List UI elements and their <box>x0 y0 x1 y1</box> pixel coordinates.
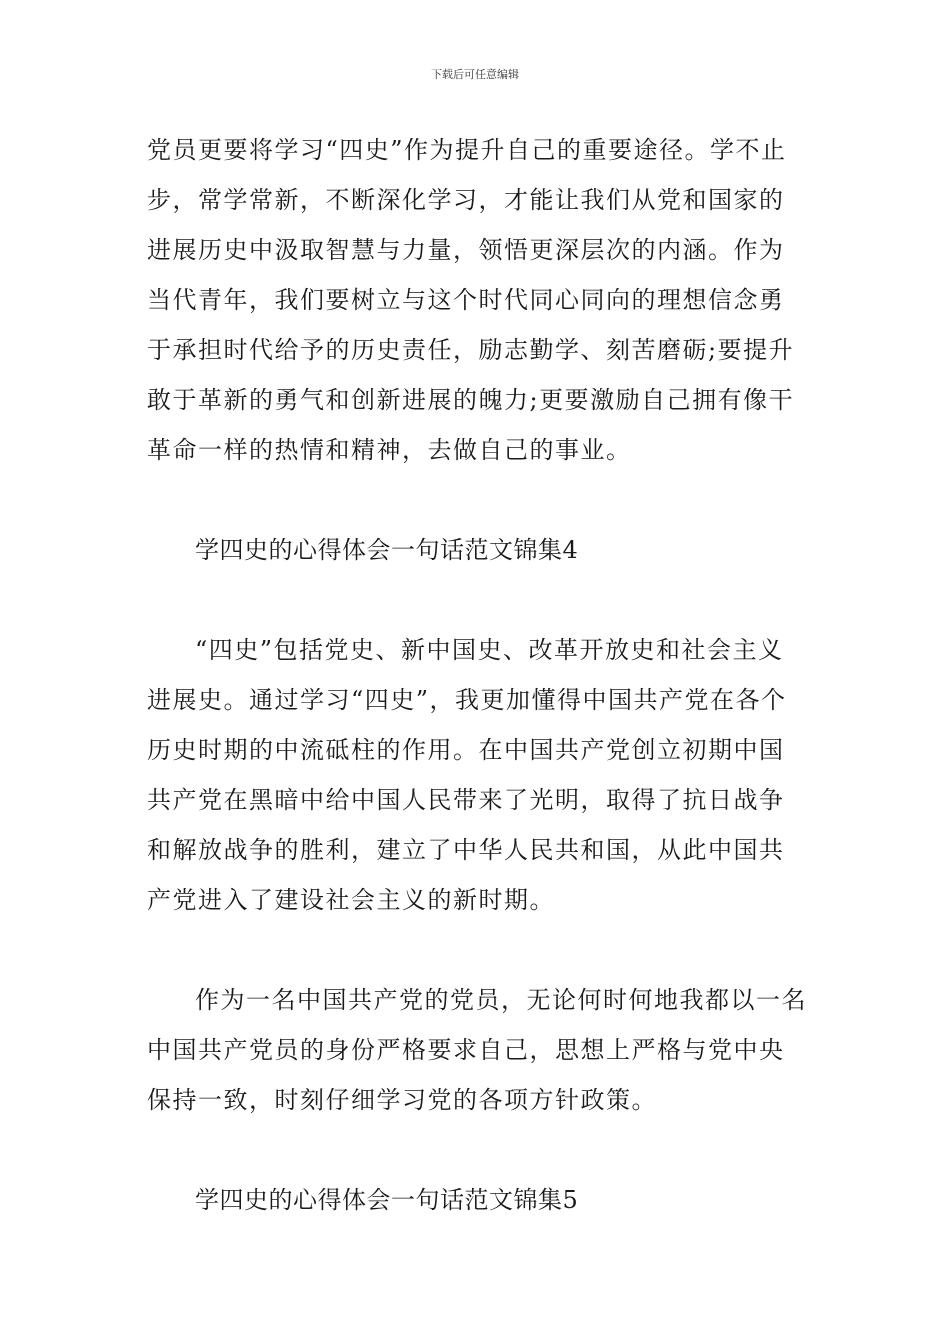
section-heading: 学四史的心得体会一句话范文锦集4 <box>195 536 579 564</box>
paragraph-spacer <box>147 925 807 975</box>
document-body <box>147 125 807 1225</box>
paragraph: 党员更要将学习“四史”作为提升自己的重要途径。学不止步，常学常新，不断深化学习，才能让我们从党和国家的进展历史中汲取智慧与力量，领悟更深层次的内涵。作为当代青年，我们要树立与这个时代同心同向的理想信念勇于承担时代给予的历史责任，励志勤学、刻苦磨砺;要提升敢于革新的勇气和创新进展的魄力;更要激励自己拥有像干革命一样的热情和精神，去做自己的事业。 <box>147 136 795 464</box>
paragraph: 作为一名中国共产党的党员，无论何时何地我都以一名中国共产党员的身份严格要求自己，思想上严格与党中央保持一致，时刻仔细学习党的各项方针政策。 <box>147 986 807 1114</box>
page-header-note: 下载后可任意编辑 <box>431 68 519 81</box>
section-heading: 学四史的心得体会一句话范文锦集5 <box>195 1186 579 1214</box>
paragraph-spacer <box>147 475 807 525</box>
paragraph-spacer <box>147 1125 807 1175</box>
paragraph-spacer <box>147 575 807 625</box>
paragraph: “四史”包括党史、新中国史、改革开放史和社会主义进展史。通过学习“四史”，我更加懂得中国共产党在各个历史时期的中流砥柱的作用。在中国共产党创立初期中国共产党在黑暗中给中国人民带来了光明，取得了抗日战争和解放战争的胜利，建立了中华人民共和国，从此中国共产党进入了建设社会主义的新时期。 <box>147 636 787 914</box>
